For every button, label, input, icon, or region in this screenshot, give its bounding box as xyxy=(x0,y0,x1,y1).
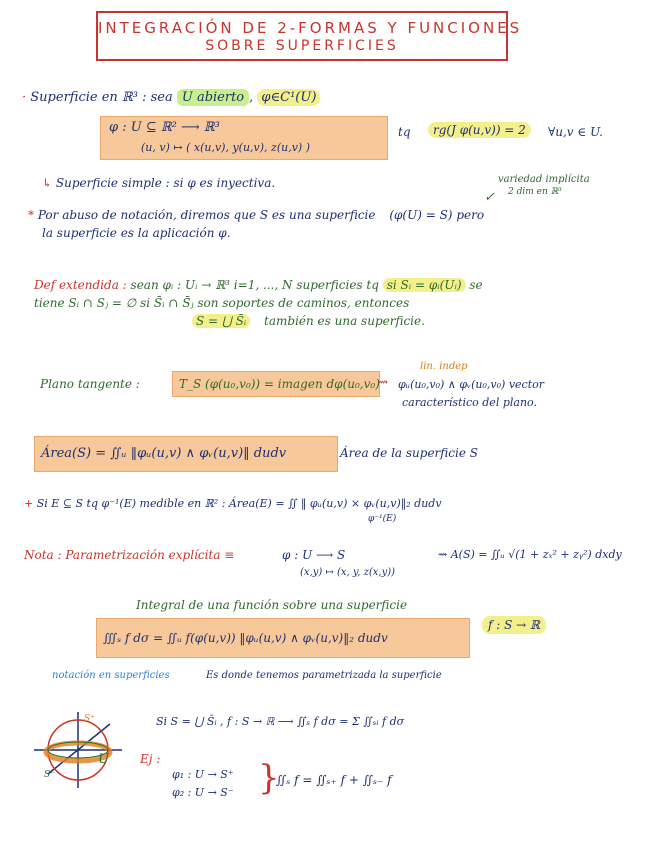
nota-label: Nota : xyxy=(24,548,62,562)
measurable-subscript: φ⁻¹(E) xyxy=(368,514,397,524)
brace-icon: } xyxy=(258,758,280,798)
si-highlight: si Sᵢ = φᵢ(Uᵢ) xyxy=(383,278,466,292)
notation-note: notación en superficies xyxy=(52,670,170,681)
tq-text: tq xyxy=(398,125,411,139)
extended-text-1: sean φᵢ : Uᵢ → ℝ³ i=1, ..., N superficies tq xyxy=(130,278,379,292)
map-box xyxy=(100,116,388,160)
extended-tail: también es una superficie. xyxy=(264,314,425,328)
area-formula: Área(S) = ∬ᵤ ‖φᵤ(u,v) ∧ φᵥ(u,v)‖ dudv xyxy=(34,436,338,472)
ej-label: Ej : xyxy=(140,752,161,766)
u-open-highlight: U abierto xyxy=(177,89,249,106)
f-definition: f : S → ℝ xyxy=(482,616,546,634)
example-map-2: φ₂ : U → S⁻ xyxy=(172,786,234,799)
measurable-text: Si E ⊆ S tq φ⁻¹(E) medible en ℝ² : Área(E) = ∬ ‖ φᵤ(u,v) × φᵥ(u,v)‖₂ dudv xyxy=(36,497,442,510)
pero-text: pero xyxy=(456,208,485,222)
s-plus-label: S⁺ xyxy=(84,714,95,724)
map-line-1: φ : U ⊆ ℝ² ⟶ ℝ³ xyxy=(109,120,220,135)
check-icon: ✓ xyxy=(484,190,495,205)
simple-text: Superficie simple : si φ es inyectiva. xyxy=(55,176,276,190)
simple-line xyxy=(42,176,275,190)
surface-line: · Superficie en ℝ³ : sea U abierto , φ∈C¹(U) xyxy=(22,90,320,105)
s-minus-label: S⁻ xyxy=(44,770,55,780)
plus-icon: + xyxy=(24,497,34,510)
abuse-line-1 xyxy=(28,208,484,222)
parametrized-note: Es donde tenemos parametrizada la superficie xyxy=(206,670,442,681)
star-icon: * xyxy=(28,208,34,222)
implicit-note-1: variedad implícita xyxy=(498,174,590,185)
tangent-label: Plano tangente : xyxy=(40,377,140,391)
example-result: ∬ₛ f = ∬ₛ₊ f + ∬ₛ₋ f xyxy=(276,773,392,787)
integral-formula: ∭ₛ f dσ = ∬ᵤ f(φ(u,v)) ‖φᵤ(u,v) ∧ φᵥ(u,v)‖₂ dudv xyxy=(96,618,470,658)
extended-line-2: tiene Sᵢ ∩ Sⱼ = ∅ si S̄ᵢ ∩ S̄ⱼ son soportes de caminos, entonces xyxy=(34,296,410,310)
sea-text: sea xyxy=(150,90,173,105)
forall-text: ∀u,v ∈ U. xyxy=(548,125,603,139)
abuse-line-2: la superficie es la aplicación φ. xyxy=(42,226,231,240)
rank-highlight: rg(J φ(u,v)) = 2 xyxy=(428,122,531,138)
nota-map-1: φ : U ⟶ S xyxy=(282,548,346,562)
lin-indep-note: lin. indep xyxy=(420,361,468,372)
implicit-note-2: 2 dim en ℝ³ xyxy=(508,187,562,197)
title-line-1: INTEGRACIÓN DE 2-FORMAS Y FUNCIONES xyxy=(98,19,523,37)
surface-label: Superficie en ℝ³ : xyxy=(30,90,147,105)
nota-map-2: (x,y) ↦ (x, y, z(x,y)) xyxy=(300,567,396,578)
area-description: Área de la superficie S xyxy=(340,446,478,460)
example-line-1: Si S = ⋃ S̄ᵢ , f : S → ℝ ⟶ ∬ₛ f dσ = Σ ∬ₛᵢ f dσ xyxy=(156,715,405,728)
extended-line-1 xyxy=(34,278,483,292)
bullet: · xyxy=(22,90,27,105)
phi-eq: (φ(U) = S) xyxy=(389,208,453,222)
measurable-line xyxy=(24,497,442,510)
def-label: Def extendida : xyxy=(34,278,127,292)
nota-text: Parametrización explícita ≡ xyxy=(65,548,235,562)
characteristic-text: característico del plano. xyxy=(402,396,537,409)
integral-heading: Integral de una función sobre una superficie xyxy=(136,598,408,612)
title-line-2: SOBRE SUPERFICIES xyxy=(205,38,399,54)
example-map-1: φ₁ : U → S⁺ xyxy=(172,768,234,781)
squiggle-arrow-icon: ⇝ xyxy=(378,375,389,389)
vector-formula: φᵤ(u₀,v₀) ∧ φᵥ(u₀,v₀) vector xyxy=(398,378,545,391)
extended-line-3 xyxy=(192,314,425,328)
title-box xyxy=(96,11,523,61)
hook-arrow-icon: ↳ xyxy=(42,176,53,190)
union-highlight: S = ⋃ S̄ᵢ xyxy=(192,314,250,328)
phi-class-highlight: φ∈C¹(U) xyxy=(257,89,320,106)
abuse-text-1: Por abuso de notación, diremos que S es una superficie xyxy=(37,208,376,222)
tangent-formula: T_S (φ(u₀,v₀)) = imagen dφ(u₀,v₀) xyxy=(172,371,380,397)
map-line-2: (u, v) ↦ ( x(u,v), y(u,v), z(u,v) ) xyxy=(141,141,310,154)
nota-line xyxy=(24,548,234,562)
u-label: U xyxy=(98,752,109,767)
nota-area: ⇝ A(S) = ∬ᵤ √(1 + zₓ² + zᵧ²) dxdy xyxy=(438,548,622,561)
se-text: se xyxy=(469,278,483,292)
